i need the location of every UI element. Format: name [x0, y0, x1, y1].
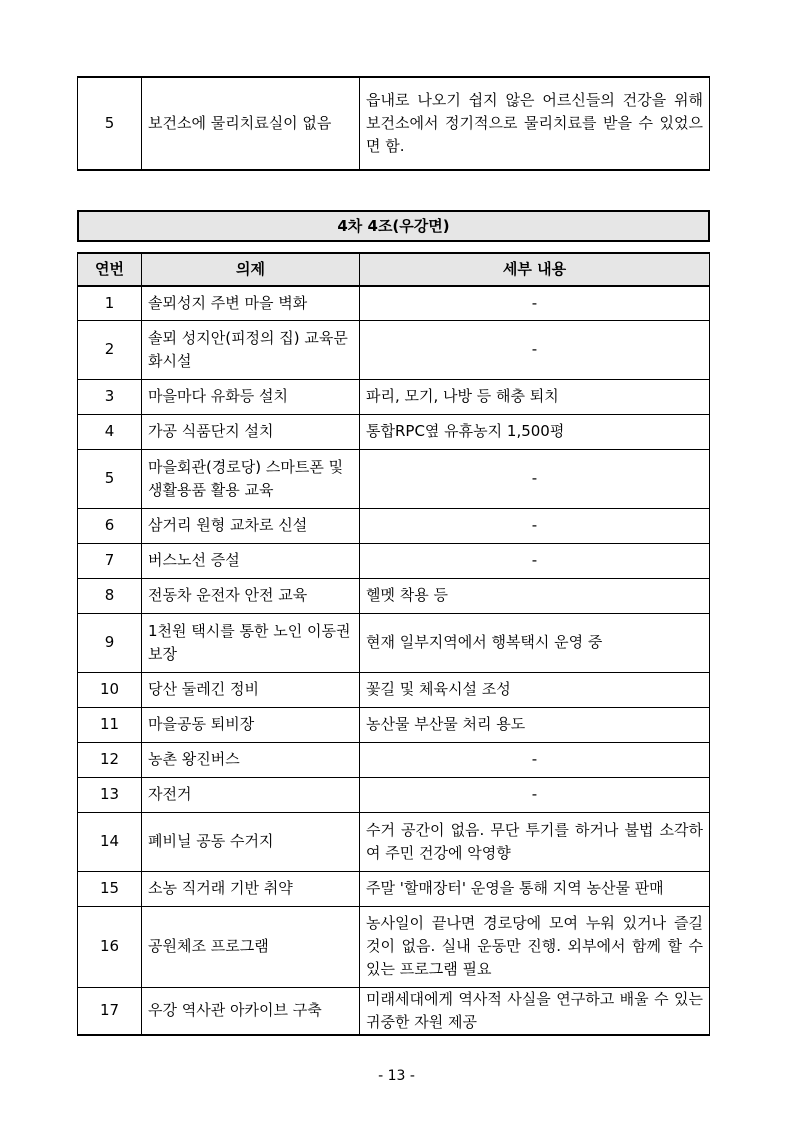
- table-row: [78, 672, 710, 707]
- row-number: 12: [78, 742, 142, 777]
- row-topic: 마을공동 퇴비장: [142, 707, 360, 742]
- agenda-table: [77, 252, 710, 1036]
- header-detail: 세부 내용: [360, 253, 710, 286]
- row-detail: 읍내로 나오기 쉽지 않은 어르신들의 건강을 위해 보건소에서 정기적으로 물리치료를 받을 수 있었으면 함.: [360, 77, 710, 170]
- table-row: [78, 906, 710, 987]
- row-number: 11: [78, 707, 142, 742]
- row-topic: 삼거리 원형 교차로 신설: [142, 508, 360, 543]
- row-detail: 주말 '할매장터' 운영을 통해 지역 농산물 판매: [360, 871, 710, 906]
- row-number: 6: [78, 508, 142, 543]
- row-topic: 마을회관(경로당) 스마트폰 및 생활용품 활용 교육: [142, 449, 360, 508]
- row-detail: -: [360, 742, 710, 777]
- table-row: [78, 449, 710, 508]
- row-number: 10: [78, 672, 142, 707]
- row-number: 15: [78, 871, 142, 906]
- row-detail: 농사일이 끝나면 경로당에 모여 누워 있거나 즐길 것이 없음. 실내 운동만 진행. 외부에서 함께 할 수 있는 프로그램 필요: [360, 906, 710, 987]
- table-row: [78, 742, 710, 777]
- row-detail: -: [360, 777, 710, 812]
- row-topic: 공원체조 프로그램: [142, 906, 360, 987]
- row-detail: -: [360, 320, 710, 379]
- table-row: [78, 871, 710, 906]
- row-topic: 마을마다 유화등 설치: [142, 379, 360, 414]
- row-detail: 파리, 모기, 나방 등 해충 퇴치: [360, 379, 710, 414]
- row-topic: 소농 직거래 기반 취약: [142, 871, 360, 906]
- table-row: [78, 987, 710, 1035]
- row-detail: 미래세대에게 역사적 사실을 연구하고 배울 수 있는 귀중한 자원 제공: [360, 987, 710, 1035]
- row-detail: -: [360, 449, 710, 508]
- header-topic: 의제: [142, 253, 360, 286]
- row-topic: 솔뫼성지 주변 마을 벽화: [142, 286, 360, 320]
- previous-page-table: [77, 76, 710, 171]
- table-row: [78, 578, 710, 613]
- row-detail: 수거 공간이 없음. 무단 투기를 하거나 불법 소각하여 주민 건강에 악영향: [360, 812, 710, 871]
- row-topic: 자전거: [142, 777, 360, 812]
- row-number: 7: [78, 543, 142, 578]
- row-topic: 가공 식품단지 설치: [142, 414, 360, 449]
- table-row: [78, 777, 710, 812]
- row-detail: 헬멧 착용 등: [360, 578, 710, 613]
- table-row: [78, 508, 710, 543]
- row-detail: 현재 일부지역에서 행복택시 운영 중: [360, 613, 710, 672]
- row-number: 4: [78, 414, 142, 449]
- section-title: 4차 4조(우강면): [77, 210, 710, 242]
- table-row: [78, 286, 710, 320]
- table-row: [78, 613, 710, 672]
- row-topic: 버스노선 증설: [142, 543, 360, 578]
- row-topic: 1천원 택시를 통한 노인 이동권 보장: [142, 613, 360, 672]
- row-number: 5: [78, 449, 142, 508]
- row-topic: 당산 둘레긴 정비: [142, 672, 360, 707]
- row-topic: 농촌 왕진버스: [142, 742, 360, 777]
- row-number: 13: [78, 777, 142, 812]
- row-number: 8: [78, 578, 142, 613]
- table-row: [78, 707, 710, 742]
- row-detail: 꽃길 및 체육시설 조성: [360, 672, 710, 707]
- table-row: [78, 320, 710, 379]
- row-number: 3: [78, 379, 142, 414]
- table-row: [78, 543, 710, 578]
- table-row: [78, 812, 710, 871]
- row-number: 9: [78, 613, 142, 672]
- table-row: [78, 77, 710, 170]
- row-detail: -: [360, 286, 710, 320]
- row-number: 2: [78, 320, 142, 379]
- row-topic: 전동차 운전자 안전 교육: [142, 578, 360, 613]
- row-detail: -: [360, 543, 710, 578]
- row-detail: -: [360, 508, 710, 543]
- row-number: 5: [78, 77, 142, 170]
- row-detail: 농산물 부산물 처리 용도: [360, 707, 710, 742]
- row-detail: 통합RPC옆 유휴농지 1,500평: [360, 414, 710, 449]
- row-topic: 보건소에 물리치료실이 없음: [142, 77, 360, 170]
- row-number: 1: [78, 286, 142, 320]
- row-number: 16: [78, 906, 142, 987]
- row-topic: 솔뫼 성지안(피정의 집) 교육문화시설: [142, 320, 360, 379]
- table-row: [78, 379, 710, 414]
- row-topic: 폐비닐 공동 수거지: [142, 812, 360, 871]
- table-header-row: [78, 253, 710, 286]
- row-topic: 우강 역사관 아카이브 구축: [142, 987, 360, 1035]
- header-number: 연번: [78, 253, 142, 286]
- page-number: - 13 -: [378, 1068, 415, 1084]
- table-row: [78, 414, 710, 449]
- row-number: 14: [78, 812, 142, 871]
- row-number: 17: [78, 987, 142, 1035]
